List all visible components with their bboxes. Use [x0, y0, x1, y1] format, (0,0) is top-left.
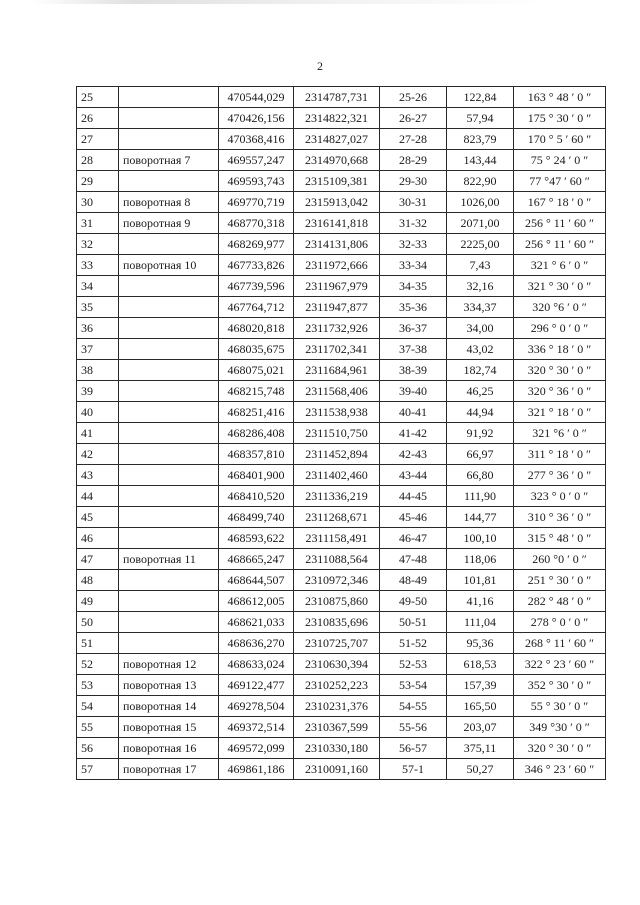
segment-cell: 30-31 — [380, 192, 447, 213]
point-name-cell: поворотная 14 — [119, 696, 219, 717]
point-name-cell: поворотная 8 — [119, 192, 219, 213]
length-cell: 334,37 — [447, 297, 514, 318]
y-coordinate-cell: 2311510,750 — [294, 423, 380, 444]
point-name-cell: поворотная 17 — [119, 759, 219, 780]
point-number-cell: 25 — [77, 87, 119, 108]
point-number-cell: 53 — [77, 675, 119, 696]
length-cell: 165,50 — [447, 696, 514, 717]
segment-cell: 35-36 — [380, 297, 447, 318]
point-number-cell: 42 — [77, 444, 119, 465]
point-number-cell: 29 — [77, 171, 119, 192]
segment-cell: 51-52 — [380, 633, 447, 654]
y-coordinate-cell: 2310091,160 — [294, 759, 380, 780]
x-coordinate-cell: 468499,740 — [219, 507, 294, 528]
direction-angle-cell: 296 ° 0 ′ 0 ″ — [514, 318, 606, 339]
point-number-cell: 56 — [77, 738, 119, 759]
point-name-cell — [119, 171, 219, 192]
segment-cell: 29-30 — [380, 171, 447, 192]
point-number-cell: 55 — [77, 717, 119, 738]
direction-angle-cell: 320 ° 30 ′ 0 ″ — [514, 738, 606, 759]
direction-angle-cell: 321 ° 6 ′ 0 ″ — [514, 255, 606, 276]
length-cell: 34,00 — [447, 318, 514, 339]
y-coordinate-cell: 2310972,346 — [294, 570, 380, 591]
length-cell: 157,39 — [447, 675, 514, 696]
y-coordinate-cell: 2311684,961 — [294, 360, 380, 381]
segment-cell: 48-49 — [380, 570, 447, 591]
length-cell: 100,10 — [447, 528, 514, 549]
x-coordinate-cell: 468644,507 — [219, 570, 294, 591]
point-name-cell — [119, 528, 219, 549]
point-number-cell: 26 — [77, 108, 119, 129]
point-name-cell — [119, 87, 219, 108]
point-number-cell: 37 — [77, 339, 119, 360]
point-name-cell — [119, 612, 219, 633]
table-row — [77, 339, 606, 360]
segment-cell: 34-35 — [380, 276, 447, 297]
table-row — [77, 423, 606, 444]
x-coordinate-cell: 467739,596 — [219, 276, 294, 297]
table-row — [77, 192, 606, 213]
table-row — [77, 150, 606, 171]
table-row — [77, 591, 606, 612]
x-coordinate-cell: 470368,416 — [219, 129, 294, 150]
direction-angle-cell: 175 ° 30 ′ 0 ″ — [514, 108, 606, 129]
point-name-cell: поворотная 9 — [119, 213, 219, 234]
page-number: 2 — [317, 59, 323, 73]
x-coordinate-cell: 468770,318 — [219, 213, 294, 234]
direction-angle-cell: 323 ° 0 ′ 0 ″ — [514, 486, 606, 507]
point-name-cell — [119, 507, 219, 528]
y-coordinate-cell: 2311967,979 — [294, 276, 380, 297]
segment-cell: 28-29 — [380, 150, 447, 171]
table-row — [77, 255, 606, 276]
y-coordinate-cell: 2314131,806 — [294, 234, 380, 255]
length-cell: 95,36 — [447, 633, 514, 654]
segment-cell: 37-38 — [380, 339, 447, 360]
x-coordinate-cell: 468286,408 — [219, 423, 294, 444]
length-cell: 44,94 — [447, 402, 514, 423]
direction-angle-cell: 311 ° 18 ′ 0 ″ — [514, 444, 606, 465]
x-coordinate-cell: 467764,712 — [219, 297, 294, 318]
x-coordinate-cell: 468269,977 — [219, 234, 294, 255]
point-number-cell: 36 — [77, 318, 119, 339]
segment-cell: 52-53 — [380, 654, 447, 675]
y-coordinate-cell: 2311452,894 — [294, 444, 380, 465]
point-name-cell — [119, 633, 219, 654]
direction-angle-cell: 321 ° 18 ′ 0 ″ — [514, 402, 606, 423]
point-number-cell: 30 — [77, 192, 119, 213]
y-coordinate-cell: 2311972,666 — [294, 255, 380, 276]
point-number-cell: 35 — [77, 297, 119, 318]
direction-angle-cell: 336 ° 18 ′ 0 ″ — [514, 339, 606, 360]
length-cell: 823,79 — [447, 129, 514, 150]
x-coordinate-cell: 469372,514 — [219, 717, 294, 738]
table-row — [77, 402, 606, 423]
table-row — [77, 549, 606, 570]
segment-cell: 36-37 — [380, 318, 447, 339]
point-number-cell: 39 — [77, 381, 119, 402]
table-row — [77, 570, 606, 591]
x-coordinate-cell: 468251,416 — [219, 402, 294, 423]
point-number-cell: 57 — [77, 759, 119, 780]
point-number-cell: 40 — [77, 402, 119, 423]
point-number-cell: 49 — [77, 591, 119, 612]
point-name-cell — [119, 339, 219, 360]
coordinates-table — [76, 86, 606, 780]
x-coordinate-cell: 468410,520 — [219, 486, 294, 507]
y-coordinate-cell: 2310231,376 — [294, 696, 380, 717]
x-coordinate-cell: 467733,826 — [219, 255, 294, 276]
table-row — [77, 654, 606, 675]
segment-cell: 39-40 — [380, 381, 447, 402]
segment-cell: 25-26 — [380, 87, 447, 108]
point-name-cell — [119, 402, 219, 423]
x-coordinate-cell: 469770,719 — [219, 192, 294, 213]
segment-cell: 27-28 — [380, 129, 447, 150]
x-coordinate-cell: 469593,743 — [219, 171, 294, 192]
point-name-cell — [119, 297, 219, 318]
segment-cell: 33-34 — [380, 255, 447, 276]
point-name-cell: поворотная 7 — [119, 150, 219, 171]
point-number-cell: 43 — [77, 465, 119, 486]
x-coordinate-cell: 469122,477 — [219, 675, 294, 696]
segment-cell: 46-47 — [380, 528, 447, 549]
point-name-cell — [119, 570, 219, 591]
table-row — [77, 444, 606, 465]
point-number-cell: 41 — [77, 423, 119, 444]
point-number-cell: 28 — [77, 150, 119, 171]
direction-angle-cell: 320 °6 ′ 0 ″ — [514, 297, 606, 318]
direction-angle-cell: 251 ° 30 ′ 0 ″ — [514, 570, 606, 591]
table-row — [77, 108, 606, 129]
segment-cell: 55-56 — [380, 717, 447, 738]
table-row — [77, 759, 606, 780]
length-cell: 2071,00 — [447, 213, 514, 234]
length-cell: 46,25 — [447, 381, 514, 402]
point-name-cell: поворотная 11 — [119, 549, 219, 570]
x-coordinate-cell: 468020,818 — [219, 318, 294, 339]
direction-angle-cell: 321 °6 ′ 0 ″ — [514, 423, 606, 444]
length-cell: 1026,00 — [447, 192, 514, 213]
length-cell: 66,80 — [447, 465, 514, 486]
x-coordinate-cell: 468357,810 — [219, 444, 294, 465]
direction-angle-cell: 55 ° 30 ′ 0 ″ — [514, 696, 606, 717]
direction-angle-cell: 256 ° 11 ′ 60 ″ — [514, 234, 606, 255]
y-coordinate-cell: 2311947,877 — [294, 297, 380, 318]
segment-cell: 31-32 — [380, 213, 447, 234]
point-number-cell: 51 — [77, 633, 119, 654]
table-row — [77, 234, 606, 255]
y-coordinate-cell: 2314827,027 — [294, 129, 380, 150]
scan-edge-artifact — [30, 0, 550, 4]
direction-angle-cell: 320 ° 36 ′ 0 ″ — [514, 381, 606, 402]
y-coordinate-cell: 2311538,938 — [294, 402, 380, 423]
direction-angle-cell: 167 ° 18 ′ 0 ″ — [514, 192, 606, 213]
point-number-cell: 54 — [77, 696, 119, 717]
y-coordinate-cell: 2311402,460 — [294, 465, 380, 486]
segment-cell: 38-39 — [380, 360, 447, 381]
point-name-cell — [119, 486, 219, 507]
segment-cell: 45-46 — [380, 507, 447, 528]
direction-angle-cell: 322 ° 23 ′ 60 ″ — [514, 654, 606, 675]
table-row — [77, 465, 606, 486]
point-name-cell — [119, 276, 219, 297]
length-cell: 32,16 — [447, 276, 514, 297]
x-coordinate-cell: 470426,156 — [219, 108, 294, 129]
length-cell: 122,84 — [447, 87, 514, 108]
length-cell: 91,92 — [447, 423, 514, 444]
length-cell: 111,90 — [447, 486, 514, 507]
point-name-cell — [119, 108, 219, 129]
point-number-cell: 47 — [77, 549, 119, 570]
direction-angle-cell: 163 ° 48 ′ 0 ″ — [514, 87, 606, 108]
length-cell: 50,27 — [447, 759, 514, 780]
point-number-cell: 34 — [77, 276, 119, 297]
length-cell: 66,97 — [447, 444, 514, 465]
segment-cell: 49-50 — [380, 591, 447, 612]
table-row — [77, 171, 606, 192]
length-cell: 57,94 — [447, 108, 514, 129]
table-row — [77, 675, 606, 696]
point-name-cell: поворотная 15 — [119, 717, 219, 738]
segment-cell: 53-54 — [380, 675, 447, 696]
table-row — [77, 129, 606, 150]
y-coordinate-cell: 2311268,671 — [294, 507, 380, 528]
point-number-cell: 38 — [77, 360, 119, 381]
y-coordinate-cell: 2310252,223 — [294, 675, 380, 696]
table-row — [77, 612, 606, 633]
table-row — [77, 696, 606, 717]
direction-angle-cell: 256 ° 11 ′ 60 ″ — [514, 213, 606, 234]
point-number-cell: 45 — [77, 507, 119, 528]
segment-cell: 50-51 — [380, 612, 447, 633]
point-name-cell: поворотная 16 — [119, 738, 219, 759]
direction-angle-cell: 277 ° 36 ′ 0 ″ — [514, 465, 606, 486]
table-row — [77, 633, 606, 654]
segment-cell: 54-55 — [380, 696, 447, 717]
segment-cell: 56-57 — [380, 738, 447, 759]
length-cell: 822,90 — [447, 171, 514, 192]
table-row — [77, 486, 606, 507]
length-cell: 118,06 — [447, 549, 514, 570]
point-number-cell: 52 — [77, 654, 119, 675]
x-coordinate-cell: 468075,021 — [219, 360, 294, 381]
x-coordinate-cell: 469557,247 — [219, 150, 294, 171]
y-coordinate-cell: 2310835,696 — [294, 612, 380, 633]
y-coordinate-cell: 2311702,341 — [294, 339, 380, 360]
x-coordinate-cell: 468665,247 — [219, 549, 294, 570]
point-name-cell: поворотная 13 — [119, 675, 219, 696]
point-name-cell — [119, 318, 219, 339]
y-coordinate-cell: 2315109,381 — [294, 171, 380, 192]
point-number-cell: 33 — [77, 255, 119, 276]
x-coordinate-cell: 468593,622 — [219, 528, 294, 549]
segment-cell: 57-1 — [380, 759, 447, 780]
point-name-cell: поворотная 10 — [119, 255, 219, 276]
y-coordinate-cell: 2311336,219 — [294, 486, 380, 507]
direction-angle-cell: 260 °0 ′ 0 ″ — [514, 549, 606, 570]
direction-angle-cell: 321 ° 30 ′ 0 ″ — [514, 276, 606, 297]
length-cell: 101,81 — [447, 570, 514, 591]
length-cell: 182,74 — [447, 360, 514, 381]
y-coordinate-cell: 2311158,491 — [294, 528, 380, 549]
x-coordinate-cell: 468636,270 — [219, 633, 294, 654]
point-name-cell — [119, 234, 219, 255]
table-row — [77, 360, 606, 381]
y-coordinate-cell: 2311088,564 — [294, 549, 380, 570]
length-cell: 143,44 — [447, 150, 514, 171]
y-coordinate-cell: 2311568,406 — [294, 381, 380, 402]
length-cell: 375,11 — [447, 738, 514, 759]
segment-cell: 40-41 — [380, 402, 447, 423]
segment-cell: 47-48 — [380, 549, 447, 570]
y-coordinate-cell: 2314822,321 — [294, 108, 380, 129]
direction-angle-cell: 77 °47 ′ 60 ″ — [514, 171, 606, 192]
point-name-cell — [119, 444, 219, 465]
length-cell: 144,77 — [447, 507, 514, 528]
segment-cell: 43-44 — [380, 465, 447, 486]
direction-angle-cell: 75 ° 24 ′ 0 ″ — [514, 150, 606, 171]
table-row — [77, 213, 606, 234]
table-row — [77, 528, 606, 549]
point-name-cell — [119, 381, 219, 402]
length-cell: 7,43 — [447, 255, 514, 276]
point-number-cell: 32 — [77, 234, 119, 255]
length-cell: 203,07 — [447, 717, 514, 738]
direction-angle-cell: 278 ° 0 ′ 0 ″ — [514, 612, 606, 633]
point-number-cell: 48 — [77, 570, 119, 591]
length-cell: 2225,00 — [447, 234, 514, 255]
x-coordinate-cell: 468215,748 — [219, 381, 294, 402]
table-row — [77, 381, 606, 402]
length-cell: 41,16 — [447, 591, 514, 612]
y-coordinate-cell: 2314787,731 — [294, 87, 380, 108]
x-coordinate-cell: 468035,675 — [219, 339, 294, 360]
point-number-cell: 50 — [77, 612, 119, 633]
x-coordinate-cell: 468633,024 — [219, 654, 294, 675]
length-cell: 111,04 — [447, 612, 514, 633]
segment-cell: 42-43 — [380, 444, 447, 465]
x-coordinate-cell: 470544,029 — [219, 87, 294, 108]
y-coordinate-cell: 2311732,926 — [294, 318, 380, 339]
table-body — [77, 87, 606, 780]
x-coordinate-cell: 468612,005 — [219, 591, 294, 612]
table-row — [77, 276, 606, 297]
length-cell: 618,53 — [447, 654, 514, 675]
point-name-cell — [119, 423, 219, 444]
table-row — [77, 87, 606, 108]
y-coordinate-cell: 2315913,042 — [294, 192, 380, 213]
point-number-cell: 31 — [77, 213, 119, 234]
direction-angle-cell: 346 ° 23 ′ 60 ″ — [514, 759, 606, 780]
table-row — [77, 738, 606, 759]
y-coordinate-cell: 2310725,707 — [294, 633, 380, 654]
point-name-cell: поворотная 12 — [119, 654, 219, 675]
y-coordinate-cell: 2310330,180 — [294, 738, 380, 759]
y-coordinate-cell: 2310367,599 — [294, 717, 380, 738]
segment-cell: 41-42 — [380, 423, 447, 444]
direction-angle-cell: 320 ° 30 ′ 0 ″ — [514, 360, 606, 381]
table-row — [77, 297, 606, 318]
direction-angle-cell: 282 ° 48 ′ 0 ″ — [514, 591, 606, 612]
length-cell: 43,02 — [447, 339, 514, 360]
segment-cell: 32-33 — [380, 234, 447, 255]
point-name-cell — [119, 129, 219, 150]
point-number-cell: 27 — [77, 129, 119, 150]
point-number-cell: 46 — [77, 528, 119, 549]
point-name-cell — [119, 591, 219, 612]
x-coordinate-cell: 469861,186 — [219, 759, 294, 780]
segment-cell: 26-27 — [380, 108, 447, 129]
point-name-cell — [119, 465, 219, 486]
direction-angle-cell: 268 ° 11 ′ 60 ″ — [514, 633, 606, 654]
table-row — [77, 318, 606, 339]
y-coordinate-cell: 2314970,668 — [294, 150, 380, 171]
direction-angle-cell: 315 ° 48 ′ 0 ″ — [514, 528, 606, 549]
point-name-cell — [119, 360, 219, 381]
direction-angle-cell: 170 ° 5 ′ 60 ″ — [514, 129, 606, 150]
y-coordinate-cell: 2310875,860 — [294, 591, 380, 612]
segment-cell: 44-45 — [380, 486, 447, 507]
x-coordinate-cell: 468401,900 — [219, 465, 294, 486]
table-row — [77, 717, 606, 738]
x-coordinate-cell: 468621,033 — [219, 612, 294, 633]
x-coordinate-cell: 469572,099 — [219, 738, 294, 759]
point-number-cell: 44 — [77, 486, 119, 507]
direction-angle-cell: 352 ° 30 ′ 0 ″ — [514, 675, 606, 696]
y-coordinate-cell: 2316141,818 — [294, 213, 380, 234]
direction-angle-cell: 349 °30 ′ 0 ″ — [514, 717, 606, 738]
x-coordinate-cell: 469278,504 — [219, 696, 294, 717]
y-coordinate-cell: 2310630,394 — [294, 654, 380, 675]
table-row — [77, 507, 606, 528]
direction-angle-cell: 310 ° 36 ′ 0 ″ — [514, 507, 606, 528]
